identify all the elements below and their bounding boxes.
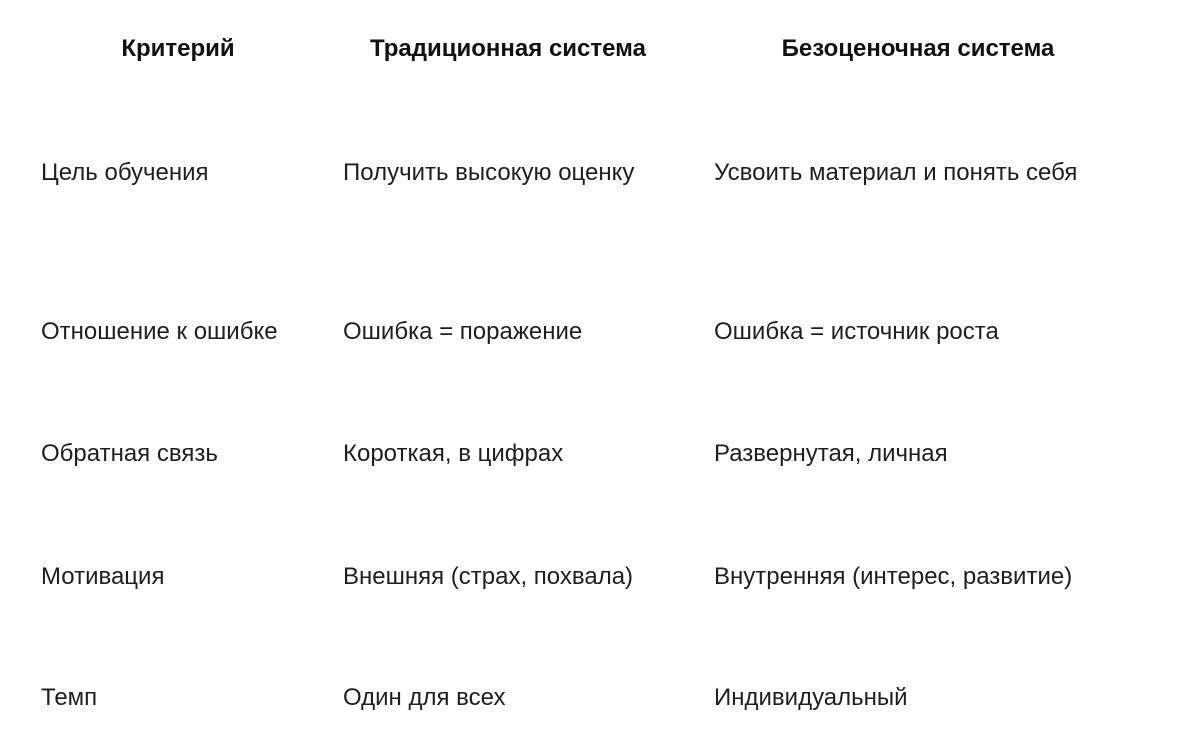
criterion-cell: Темп <box>41 684 98 711</box>
criterion-cell: Обратная связь <box>41 440 218 467</box>
criterion-cell: Мотивация <box>41 563 165 590</box>
non-grading-cell: Усвоить материал и понять себя <box>714 159 1078 186</box>
header-traditional-system: Традиционная система <box>370 35 646 62</box>
traditional-cell: Ошибка = поражение <box>343 318 583 345</box>
non-grading-cell: Индивидуальный <box>714 684 908 711</box>
traditional-cell: Получить высокую оценку <box>343 159 635 186</box>
header-criterion: Критерий <box>121 35 235 62</box>
header-non-grading-system: Безоценочная система <box>781 35 1055 62</box>
traditional-cell: Внешняя (страх, похвала) <box>343 563 634 590</box>
non-grading-cell: Внутренняя (интерес, развитие) <box>714 563 1073 590</box>
criterion-cell: Отношение к ошибке <box>41 318 278 345</box>
non-grading-cell: Ошибка = источник роста <box>714 318 999 345</box>
traditional-cell: Короткая, в цифрах <box>343 440 564 467</box>
non-grading-cell: Развернутая, личная <box>714 440 948 467</box>
criterion-cell: Цель обучения <box>41 159 209 186</box>
traditional-cell: Один для всех <box>343 684 506 711</box>
